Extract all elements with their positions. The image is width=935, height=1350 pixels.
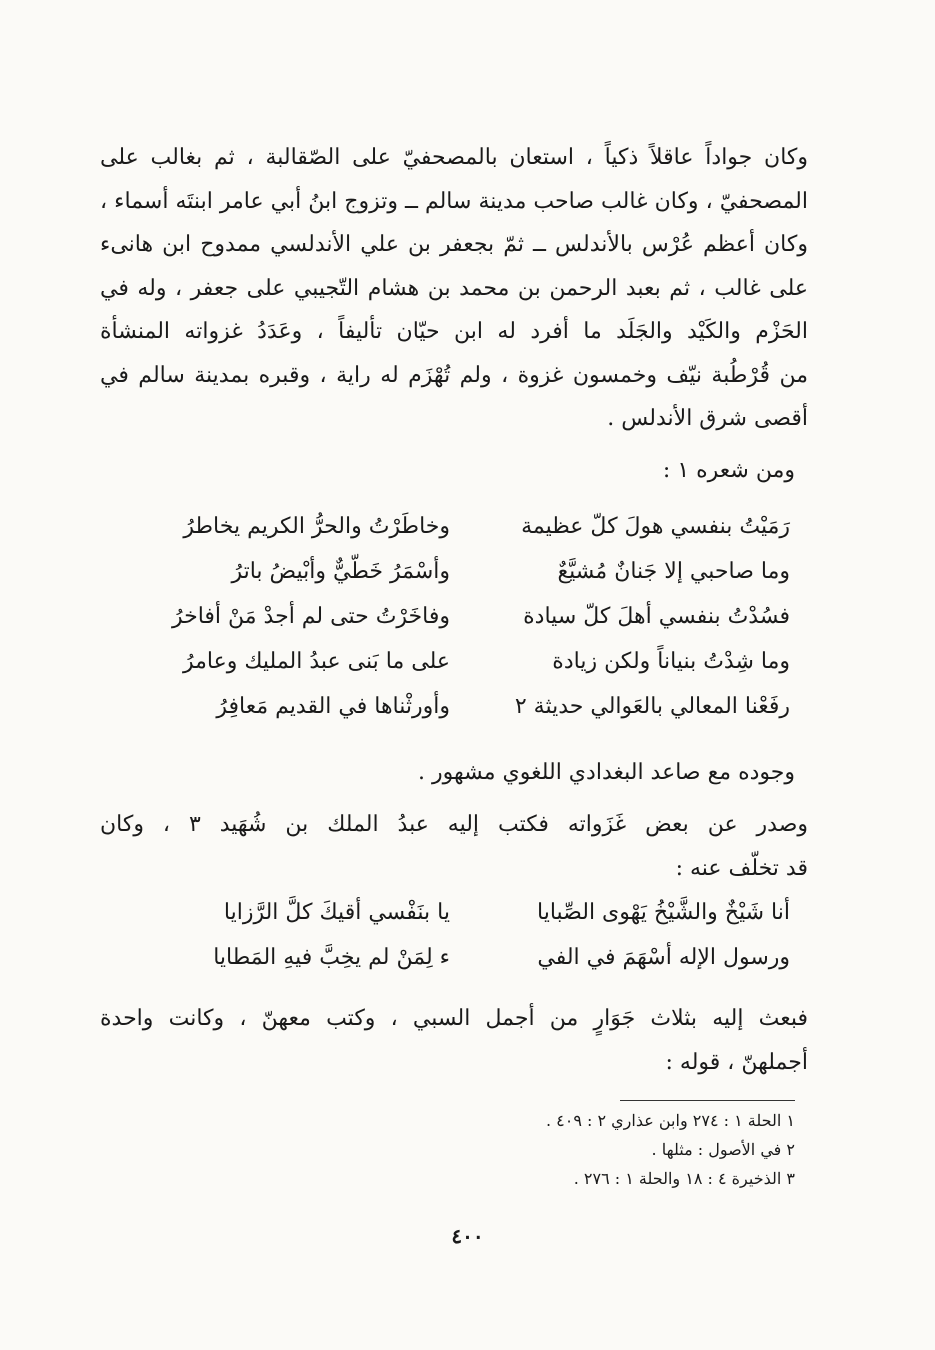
line-after-poem: وجوده مع صاعد البغدادي اللغوي مشهور .: [418, 760, 795, 785]
text-line: على غالب ، ثم بعبد الرحمن بن محمد بن هشام التّجيبي على جعفر ، وله في: [100, 275, 808, 301]
text-line: الحَزْم والكَيْد والجَلَد ما أفرد له ابن حيّان تأليفاً ، وعَدَدُ غزواته المنشأة: [100, 319, 808, 344]
footnote: ٢ في الأصول : مثلها .: [651, 1140, 795, 1159]
poem-2: [120, 890, 790, 980]
paragraph-3: [100, 997, 808, 1084]
verse-first-hemistich: فسُدْتُ بنفسي أهلَ كلّ سيادة: [523, 604, 790, 629]
text-line: وصدر عن بعض غَزَواته فكتب إليه عبدُ الملك بن شُهَيد ٣ ، وكان: [100, 812, 808, 837]
verse-second-hemistich: وخاطَرْتُ والحرُّ الكريم يخاطرُ: [183, 514, 450, 539]
text-line: المصحفيّ ، وكان غالب صاحب مدينة سالم ــ وتزوج ابنُ أبي عامر ابنتَه أسماء ،: [100, 188, 808, 214]
poem-intro: ومن شعره ١ :: [662, 458, 795, 483]
verse-line: [120, 549, 790, 594]
footnote-rule: [620, 1100, 795, 1101]
verse-first-hemistich: وما صاحبي إلا جَنانٌ مُشيَّعٌ: [557, 559, 790, 584]
verse-second-hemistich: ء لِمَنْ لم يخِبَّ فيهِ المَطايا: [213, 945, 450, 970]
text-line: قد تخلّف عنه :: [675, 855, 808, 881]
verse-first-hemistich: رفَعْنا المعالي بالعَوالي حديثة ٢: [514, 694, 790, 719]
footnote: ٣ الذخيرة ٤ : ١٨ والحلة ١ : ٢٧٦ .: [573, 1169, 795, 1188]
verse-second-hemistich: على ما بَنى عبدُ المليك وعامرُ: [183, 649, 450, 674]
verse-second-hemistich: وأورثْناها في القديم مَعافِرُ: [216, 694, 450, 719]
text-line: وكان أعظم عُرْس بالأندلس ــ ثمّ بجعفر بن علي الأندلسي ممدوح ابن هانىء: [100, 232, 808, 257]
text-line: فبعث إليه بثلاث جَوَارٍ من أجمل السبي ، وكتب معهنّ ، وكانت واحدة: [100, 1006, 808, 1031]
text-line: أقصى شرق الأندلس .: [607, 406, 808, 431]
verse-second-hemistich: وأسْمَرُ خَطّيٌّ وأبْيضُ باترُ: [231, 559, 450, 584]
verse-second-hemistich: يا بنَفْسي أقيكَ كلَّ الرَّزايا: [223, 900, 450, 925]
poem-1: [120, 504, 790, 729]
text-line: من قُرْطُبة نيّف وخمسون غزوة ، ولم تُهْزَم له راية ، وقبره بمدينة سالم في: [100, 362, 808, 388]
verse-first-hemistich: ورسول الإله أسْهَمَ في الفي: [537, 945, 790, 970]
footnotes: [546, 1106, 795, 1193]
verse-first-hemistich: رَمَيْتُ بنفسي هولَ كلّ عظيمة: [521, 514, 790, 539]
page-number: ٤٠٠: [451, 1224, 484, 1248]
verse-second-hemistich: وفاخَرْتُ حتى لم أجدْ مَنْ أفاخرُ: [171, 604, 450, 629]
paragraph-1: [100, 136, 808, 441]
text-line: وكان جواداً عاقلاً ذكياً ، استعان بالمصحفيّ على الصّقالبة ، ثم بغالب على: [100, 145, 808, 170]
footnote: ١ الحلة ١ : ٢٧٤ وابن عذاري ٢ : ٤٠٩ .: [545, 1111, 795, 1130]
verse-line: [120, 504, 790, 549]
verse-first-hemistich: وما شِدْتُ بنياناً ولكن زيادة: [552, 649, 790, 674]
verse-first-hemistich: أنا شَيْخٌ والشَّيْخُ يَهْوى الصِّبايا: [537, 900, 790, 925]
text-line: أجملهنّ ، قوله :: [665, 1049, 808, 1075]
verse-line: [120, 639, 790, 684]
verse-line: [120, 890, 790, 935]
verse-line: [120, 684, 790, 729]
verse-line: [120, 935, 790, 980]
verse-line: [120, 594, 790, 639]
paragraph-2: [100, 803, 808, 890]
